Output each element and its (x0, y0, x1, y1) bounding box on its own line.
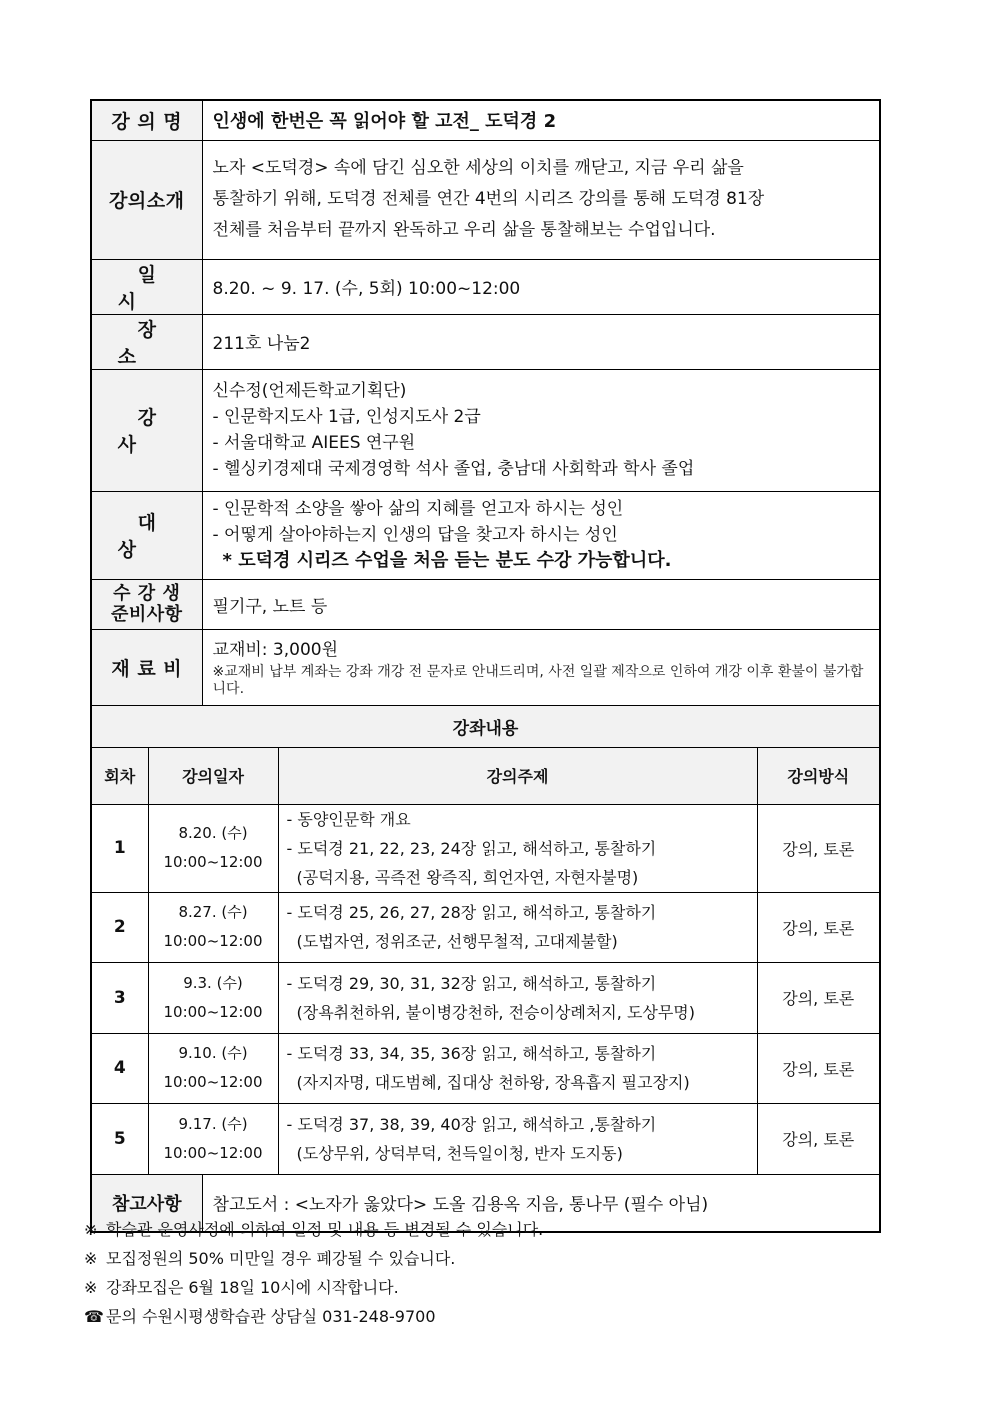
place-label-text: 장 소 (117, 318, 196, 368)
session-method: 강의, 토론 (757, 892, 880, 962)
topic-line: - 도덕경 29, 30, 31, 32장 읽고, 해석하고, 통찰하기 (286, 973, 657, 993)
session-method: 강의, 토론 (757, 962, 880, 1033)
session-date (148, 804, 278, 892)
topic-line: (도법자연, 정위조군, 선행무철적, 고대제불할) (296, 932, 618, 951)
session-day: 9.17. (수) (178, 1114, 248, 1133)
target-label-text: 대 상 (117, 512, 196, 561)
session-time: 10:00~12:00 (163, 853, 263, 871)
reference-value: 참고도서 : <노자가 옳았다> 도올 김용옥 지음, 통나무 (필수 아님) (202, 1174, 880, 1232)
session-date (148, 892, 278, 962)
session-day: 8.27. (수) (178, 903, 248, 921)
session-topic (278, 1033, 757, 1103)
material-note: ※교재비 납부 계좌는 강좌 개강 전 문자로 안내드리며, 사전 일괄 제작으로 인하여 개강 이후 환불이 불가합니다. (212, 664, 864, 697)
intro-label: 강의소개 (91, 140, 202, 259)
note-mark: ※ (84, 1220, 98, 1239)
table-row (91, 804, 880, 892)
session-time: 10:00~12:00 (163, 1143, 263, 1162)
session-topic (278, 892, 757, 962)
target-info (202, 491, 880, 579)
schedule-label (91, 259, 202, 314)
session-method: 강의, 토론 (757, 1033, 880, 1103)
session-day: 8.20. (수) (178, 824, 248, 842)
session-date (148, 962, 278, 1033)
note-text: 학습관 운영사정에 의하여 일정 및 내용 등 변경될 수 있습니다. (106, 1220, 544, 1239)
prep-label (91, 579, 202, 629)
topic-line: - 도덕경 25, 26, 27, 28장 읽고, 해석하고, 통찰하기 (286, 903, 657, 922)
prep-value: 필기구, 노트 등 (202, 579, 880, 629)
material-label: 재 료 비 (91, 629, 202, 705)
session-method: 강의, 토론 (757, 804, 880, 892)
instructor-credential: - 인문학지도사 1급, 인성지도사 2급 (212, 407, 481, 427)
instructor-credential: - 헬싱키경제대 국제경영학 석사 졸업, 충남대 사회학과 학사 졸업 (212, 459, 695, 479)
course-title: 인생에 한번은 꼭 읽어야 할 고전_ 도덕경 2 (202, 100, 880, 140)
session-number: 3 (91, 962, 148, 1033)
intro-text (202, 140, 880, 259)
target-note: * 도덕경 시리즈 수업을 처음 듣는 분도 수강 가능합니다. (222, 550, 672, 571)
header-topic: 강의주제 (278, 747, 757, 804)
footer-note (84, 1244, 543, 1273)
target-label (91, 491, 202, 579)
topic-line: (도상무위, 상덕부덕, 천득일이청, 반자 도지동) (296, 1143, 623, 1163)
course-content-heading: 강좌내용 (91, 705, 880, 747)
footer-note (84, 1273, 543, 1302)
session-number: 1 (91, 804, 148, 892)
intro-line: 전체를 처음부터 끝까지 완독하고 우리 삶을 통찰해보는 수업입니다. (212, 220, 716, 240)
session-day: 9.10. (수) (178, 1044, 248, 1062)
course-title-label: 강 의 명 (91, 100, 202, 140)
footer-notes (84, 1215, 543, 1331)
header-session: 회차 (91, 747, 148, 804)
instructor-label (91, 369, 202, 491)
session-date (148, 1033, 278, 1103)
phone-icon: ☎ (84, 1307, 104, 1326)
target-line: - 어떻게 살아야하는지 인생의 답을 찾고자 하시는 성인 (212, 525, 618, 545)
session-time: 10:00~12:00 (163, 1073, 263, 1091)
footer-contact (84, 1302, 543, 1331)
note-mark: ※ (84, 1249, 98, 1268)
note-text: 강좌모집은 6월 18일 10시에 시작합니다. (106, 1278, 399, 1297)
prep-label-line: 준비사항 (110, 604, 183, 625)
session-method: 강의, 토론 (757, 1103, 880, 1174)
place-label (91, 314, 202, 369)
instructor-name: 신수정(언제든학교기획단) (212, 381, 407, 401)
footer-note (84, 1215, 543, 1244)
session-number: 5 (91, 1103, 148, 1174)
schedule-label-text: 일 시 (117, 263, 196, 313)
session-time: 10:00~12:00 (163, 1002, 263, 1021)
header-method: 강의방식 (757, 747, 880, 804)
table-row (91, 892, 880, 962)
table-row (91, 1033, 880, 1103)
note-mark: ※ (84, 1278, 98, 1297)
session-day: 9.3. (수) (183, 973, 243, 992)
schedule-value: 8.20. ~ 9. 17. (수, 5회) 10:00~12:00 (202, 259, 880, 314)
topic-line: (공덕지용, 곡즉전 왕즉직, 희언자연, 자현자불명) (296, 867, 639, 887)
session-date (148, 1103, 278, 1174)
session-topic (278, 804, 757, 892)
instructor-credential: - 서울대학교 AIEES 연구원 (212, 433, 416, 453)
topic-line: - 동양인문학 개요 (286, 809, 411, 829)
table-row (91, 1103, 880, 1174)
intro-line: 통찰하기 위해, 도덕경 전체를 연간 4번의 시리즈 강의를 통해 도덕경 81장 (212, 189, 765, 209)
instructor-info (202, 369, 880, 491)
topic-line: - 도덕경 21, 22, 23, 24장 읽고, 해석하고, 통찰하기 (286, 838, 657, 858)
material-fee: 교재비: 3,000원 (212, 640, 339, 660)
session-time: 10:00~12:00 (163, 932, 263, 950)
topic-line: (자지자명, 대도범혜, 집대상 천하왕, 장욕흡지 필고장지) (296, 1073, 690, 1092)
contact-text: 문의 수원시평생학습관 상담실 031-248-9700 (106, 1307, 436, 1326)
prep-label-line: 수 강 생 (113, 583, 181, 604)
session-topic (278, 962, 757, 1033)
note-text: 모집정원의 50% 미만일 경우 폐강될 수 있습니다. (106, 1249, 456, 1268)
target-line: - 인문학적 소양을 쌓아 삶의 지혜를 얻고자 하시는 성인 (212, 499, 624, 519)
session-number: 4 (91, 1033, 148, 1103)
intro-line: 노자 <도덕경> 속에 담긴 심오한 세상의 이치를 깨닫고, 지금 우리 삶을 (212, 158, 744, 178)
topic-line: - 도덕경 37, 38, 39, 40장 읽고, 해석하고 ,통찰하기 (286, 1114, 657, 1134)
course-info-table (90, 99, 881, 1233)
place-value: 211호 나눔2 (202, 314, 880, 369)
reference-label: 참고사항 (91, 1174, 202, 1232)
material-info (202, 629, 880, 705)
topic-line: (장욕취천하위, 불이병강천하, 전승이상례처지, 도상무명) (296, 1002, 696, 1022)
session-number: 2 (91, 892, 148, 962)
table-row (91, 962, 880, 1033)
topic-line: - 도덕경 33, 34, 35, 36장 읽고, 해석하고, 통찰하기 (286, 1044, 657, 1063)
session-topic (278, 1103, 757, 1174)
instructor-label-text: 강 사 (117, 407, 196, 456)
header-date: 강의일자 (148, 747, 278, 804)
